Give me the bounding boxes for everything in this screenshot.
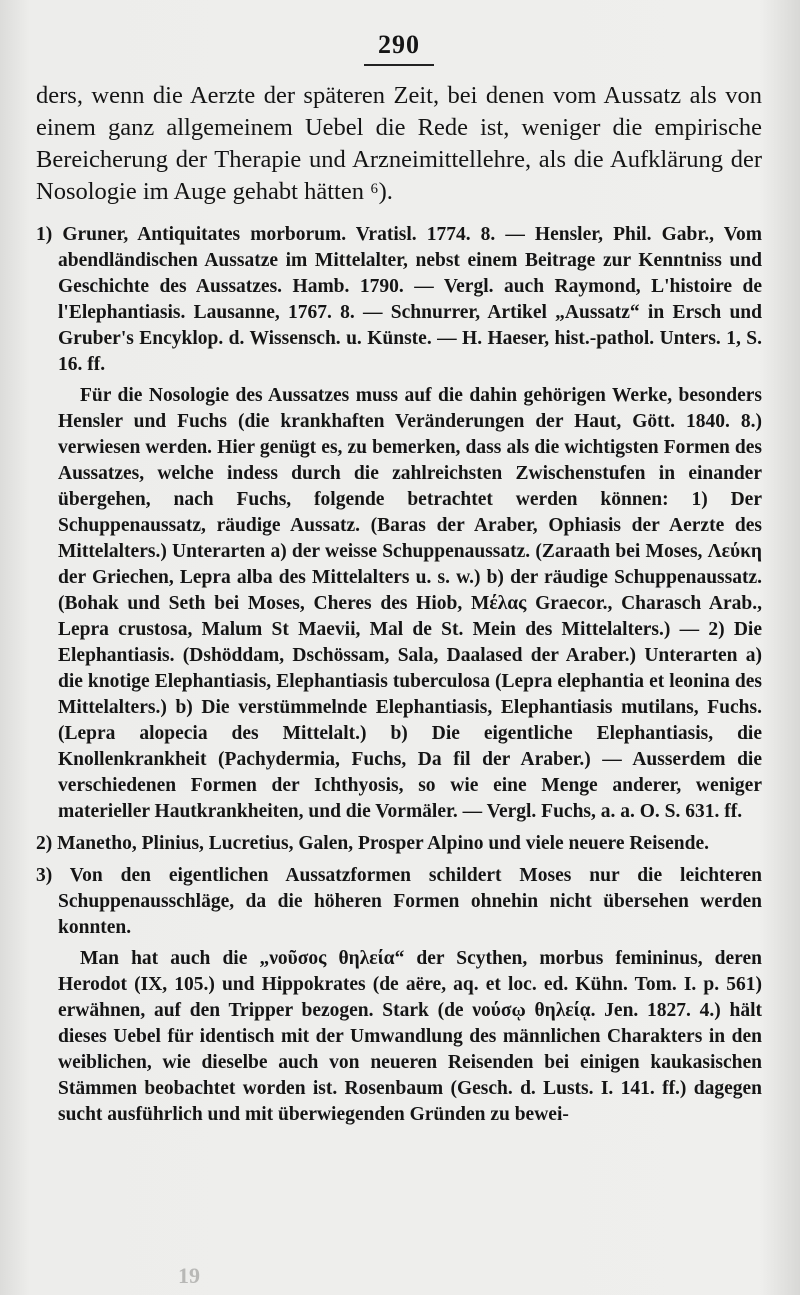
footnote-3: 3) Von den eigentlichen Aussatzformen schildert Moses nur die leichteren Schuppenausschläge, da die höheren Formen ohnehin nicht übersehen werden konnten. bbox=[36, 865, 762, 938]
footnote-1: 1) Gruner, Antiquitates morborum. Vratisl. 1774. 8. — Hensler, Phil. Gabr., Vom abendländischen Aussatze im Mittelalter, nebst einem Beitrage zur Kenntniss und Geschichte des Aussatzes. Hamb. 1790. — Vergl. auch Raymond, L'histoire de l'Elephantiasis. Lausanne, 1767. 8. — Schnurrer, Artikel „Aussatz“ in Ersch und Gruber's Encyklop. d. Wissensch. u. Künste. — H. Haeser, hist.-pathol. Unters. 1, S. 16. ff. bbox=[36, 224, 762, 375]
signature-mark: 19 bbox=[178, 1263, 200, 1288]
header-rule bbox=[364, 64, 434, 66]
page-number: 290 bbox=[378, 30, 420, 59]
footnote-3-continuation: Man hat auch die „νοῦσος θηλεία“ der Scythen, morbus femininus, deren Herodot (IX, 105.) und Hippokrates (de aëre, aq. et loc. ed. Kühn. Tom. I. p. 561) erwähnen, auf den Tripper bezogen. Stark (de νούσῳ θηλείᾳ. Jen. 1827. 4.) hält dieses Uebel für identisch mit der Umwandlung des männlichen Charakters in den weiblichen, wie dieselbe auch von neueren Reisenden bei einigen kaukasischen Stämmen beobachtet worden ist. Rosenbaum (Gesch. d. Lusts. I. 141. ff.) dagegen sucht ausführlich und mit überwiegenden Gründen zu bewei- bbox=[58, 948, 762, 1125]
footnotes bbox=[36, 222, 762, 1128]
footnote-1-continuation: Für die Nosologie des Aussatzes muss auf die dahin gehörigen Werke, besonders Hensler und Fuchs (die krankhaften Veränderungen der Haut, Gött. 1840. 8.) verwiesen werden. Hier genügt es, zu bemerken, dass als die wichtigsten Formen des Aussatzes, welche indess durch die zahlreichsten Zwischenstufen in einander übergehen, nach Fuchs, folgende betrachtet werden können: 1) Der Schuppenaussatz, räudige Aussatz. (Baras der Araber, Ophiasis der Aerzte des Mittelalters.) Unterarten a) der weisse Schuppenaussatz. (Zaraath bei Moses, Λεύκη der Griechen, Lepra alba des Mittelalters u. s. w.) b) der räudige Schuppenaussatz. (Bohak und Seth bei Moses, Cheres des Hiob, Μέλας Graecor., Charasch Arab., Lepra crustosa, Malum St Maevii, Mal de St. Mein des Mittelalters.) — 2) Die Elephantiasis. (Dshöddam, Dschössam, Sala, Daalased der Araber.) Unterarten a) die knotige Elephantiasis, Elephantiasis tuberculosa (Lepra elephantia et leonina des Mittelalters.) b) Die verstümmelnde Elephantiasis, Elephantiasis mutilans, Fuchs. (Lepra alopecia des Mittelalt.) b) Die eigentliche Elephantiasis, die Knollenkrankheit (Pachydermia, Fuchs, Da fil der Araber.) — Ausserdem die verschiedenen Formen der Ichthyosis, so wie eine Menge anderer, weniger materieller Hautkrankheiten, und die Vormäler. — Vergl. Fuchs, a. a. O. S. 631. ff. bbox=[58, 385, 762, 822]
footnote-2: 2) Manetho, Plinius, Lucretius, Galen, Prosper Alpino und viele neuere Reisende. bbox=[36, 833, 709, 854]
main-paragraph: ders, wenn die Aerzte der späteren Zeit, bei denen vom Aussatz als von einem ganz allgemeinem Uebel die Rede ist, weniger die empirische Bereicherung der Therapie und Arzneimittellehre, als die Aufklärung der Nosologie im Auge gehabt hätten ⁶). bbox=[36, 82, 762, 205]
